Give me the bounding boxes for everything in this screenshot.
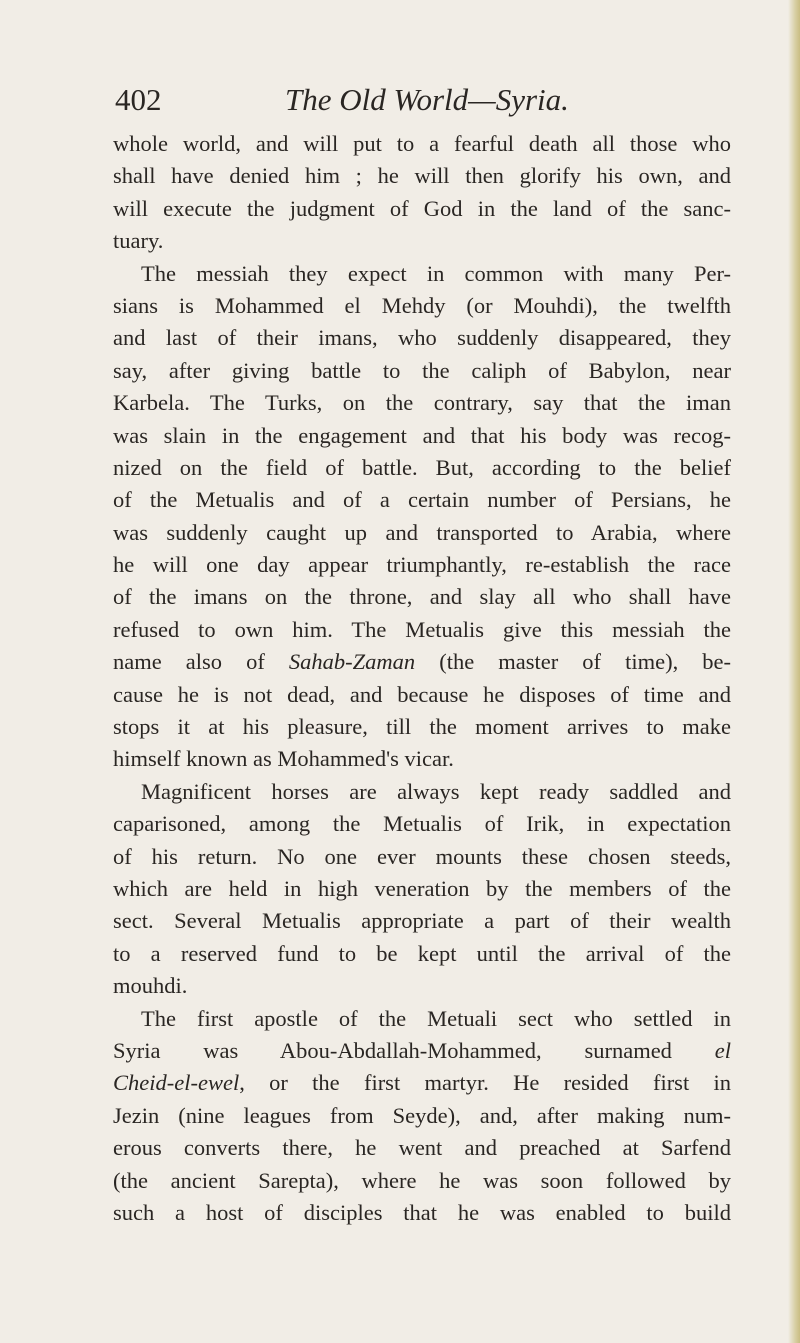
text-line xyxy=(113,776,731,808)
italic-term: Sahab-Zaman xyxy=(288,649,416,675)
text-line xyxy=(113,1197,731,1229)
line-text: cause he is not dead, and because he disposes of time and xyxy=(113,681,731,707)
text-line xyxy=(113,128,731,160)
line-text: shall have denied him ; he will then glorify his own, and xyxy=(113,163,731,189)
line-text: (the ancient Sarepta), where he was soon followed by xyxy=(113,1167,731,1193)
text-line xyxy=(113,549,731,581)
text-line xyxy=(113,452,731,484)
text-line xyxy=(113,679,731,711)
line-text: Syria was Abou-Abdallah-Mohammed, surnamed xyxy=(113,1037,715,1063)
text-line xyxy=(113,1100,731,1132)
text-line xyxy=(113,1132,731,1164)
page-edge xyxy=(788,0,800,1343)
line-text: sect. Several Metualis appropriate a part of their wealth xyxy=(113,908,731,934)
line-text: stops it at his pleasure, till the moment arrives to make xyxy=(113,714,731,740)
text-line xyxy=(113,841,731,873)
text-line xyxy=(113,322,731,354)
line-text: Karbela. The Turks, on the contrary, say that the iman xyxy=(113,390,731,416)
text-line xyxy=(113,711,731,743)
italic-term: Cheid-el-ewel xyxy=(113,1070,240,1096)
running-head-title: The Old World—Syria. xyxy=(285,82,569,117)
line-text: refused to own him. The Metualis give this messiah the xyxy=(113,616,731,642)
text-line xyxy=(113,1165,731,1197)
text-line xyxy=(113,646,731,678)
line-text: will execute the judgment of God in the land of the sanc- xyxy=(113,195,731,221)
line-text: of his return. No one ever mounts these chosen steeds, xyxy=(113,843,731,869)
line-text: The messiah they expect in common with many Per- xyxy=(141,260,731,286)
running-head xyxy=(115,80,715,120)
line-text: nized on the field of battle. But, according to the belief xyxy=(113,454,731,480)
text-line xyxy=(113,517,731,549)
body-text xyxy=(113,128,731,1229)
page-number: 402 xyxy=(115,82,162,117)
line-text: he will one day appear triumphantly, re-establish the race xyxy=(113,552,731,578)
text-line xyxy=(113,743,731,775)
text-line xyxy=(113,581,731,613)
text-line xyxy=(113,420,731,452)
line-text: such a host of disciples that he was enabled to build xyxy=(113,1199,731,1225)
text-line xyxy=(113,225,731,257)
line-text: erous converts there, he went and preached at Sarfend xyxy=(113,1135,731,1161)
text-line xyxy=(113,258,731,290)
line-text: which are held in high veneration by the members of the xyxy=(113,875,731,901)
line-text: tuary. xyxy=(113,228,164,254)
text-line xyxy=(113,1067,731,1099)
line-text: The first apostle of the Metuali sect who settled in xyxy=(141,1005,731,1031)
line-text: Jezin (nine leagues from Seyde), and, after making num- xyxy=(113,1102,731,1128)
text-line xyxy=(113,938,731,970)
line-text: of the imans on the throne, and slay all who shall have xyxy=(113,584,731,610)
text-line xyxy=(113,290,731,322)
line-text: was suddenly caught up and transported to Arabia, where xyxy=(113,519,731,545)
line-text: , or the first martyr. He resided first in xyxy=(239,1070,731,1096)
line-text: mouhdi. xyxy=(113,973,188,999)
text-line xyxy=(113,873,731,905)
line-text: say, after giving battle to the caliph of Babylon, near xyxy=(113,357,731,383)
text-line xyxy=(113,905,731,937)
line-text: (the master of time), be- xyxy=(415,649,731,675)
line-text: himself known as Mohammed's vicar. xyxy=(113,746,454,772)
text-line xyxy=(113,1035,731,1067)
line-text: Magnificent horses are always kept ready saddled and xyxy=(141,778,731,804)
line-text: and last of their imans, who suddenly disappeared, they xyxy=(113,325,731,351)
text-line xyxy=(113,355,731,387)
line-text: to a reserved fund to be kept until the arrival of the xyxy=(113,940,731,966)
text-line xyxy=(113,484,731,516)
text-line xyxy=(113,808,731,840)
italic-term: el xyxy=(714,1037,731,1063)
line-text: was slain in the engagement and that his body was recog- xyxy=(113,422,731,448)
text-line xyxy=(113,193,731,225)
line-text: of the Metualis and of a certain number of Persians, he xyxy=(113,487,731,513)
line-text: name also of xyxy=(113,649,289,675)
text-line xyxy=(113,387,731,419)
line-text: sians is Mohammed el Mehdy (or Mouhdi), the twelfth xyxy=(113,292,731,318)
text-line xyxy=(113,1003,731,1035)
text-line xyxy=(113,160,731,192)
text-line xyxy=(113,970,731,1002)
line-text: caparisoned, among the Metualis of Irik, in expectation xyxy=(113,811,731,837)
text-line xyxy=(113,614,731,646)
line-text: whole world, and will put to a fearful death all those who xyxy=(113,131,731,156)
